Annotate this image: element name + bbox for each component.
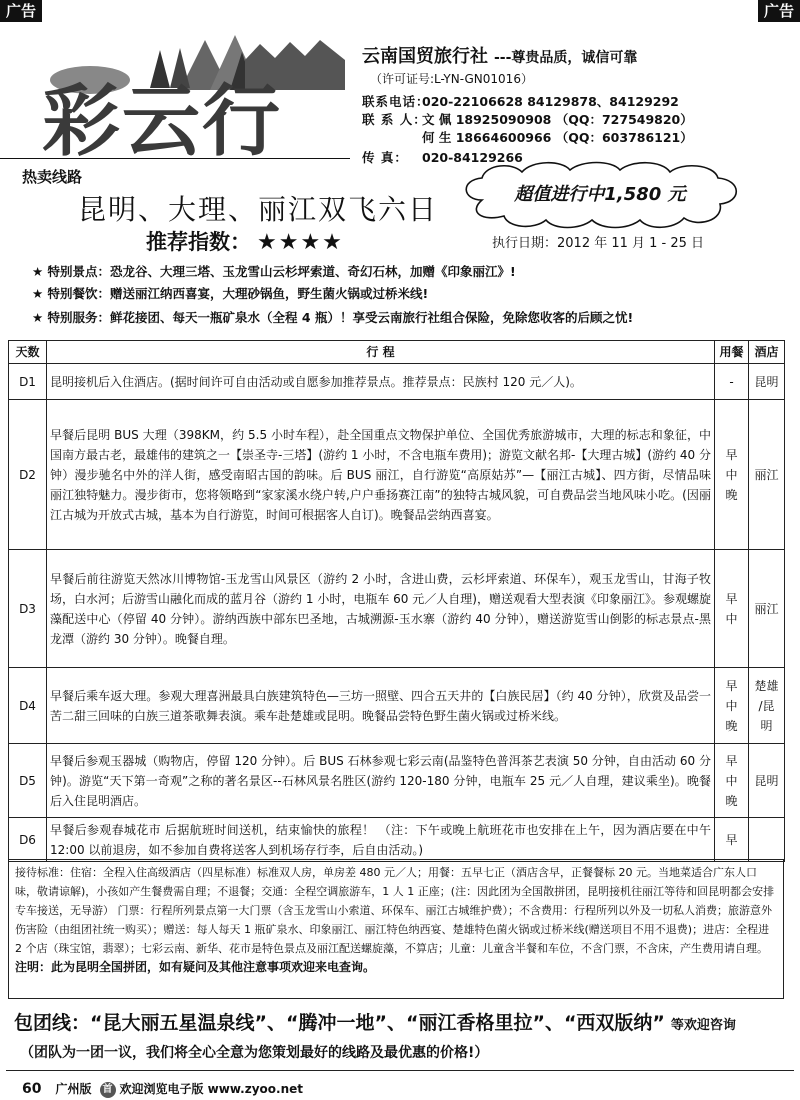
group-tour-routes: “昆大丽五星温泉线”、“腾冲一地”、“丽江香格里拉”、“西双版纳” [90,1012,665,1034]
company-name-row [362,42,637,68]
notes-remark: 注明：此为昆明全国拼团，如有疑问及其他注意事项欢迎来电查询。 [15,960,376,974]
feature-dining: ★ 特别餐饮：赠送丽江纳西喜宴，大理砂锅鱼，野生菌火锅或过桥米线! [32,286,429,301]
row-desc: 昆明接机后入住酒店。(据时间许可自由活动或自愿参加推荐景点。推荐景点：民族村 120 元／人)。 [47,364,715,400]
row-meal: - [715,364,749,400]
row-meal: 早 中 晚 [715,744,749,818]
company-logo [30,30,350,160]
row-desc: 早餐后昆明 BUS 大理（398KM，约 5.5 小时车程），赴全国重点文物保护单位、全国优秀旅游城市，大理的标志和象征，中国南方最古老，最雄伟的建筑之一【崇圣寺-三塔】(游约 1 小时，不含电瓶车费用)；游览文献名邦-【大理古城】(游约 40 分钟）漫步驰名中外的洋人街，感受南昭古国的韵味。后 BUS 丽江，自行游览“高原姑苏”—【丽江古城】、四方街，尽情品味丽江独特魅力。漫步街市，您将领略到“家家溪水绕户转,户户垂扬赛江南”的独特古城风貌，可自费品尝当地风味小吃。(因丽江古城为开放式古城，基本为自行游览，时间可根据客人自订)。晚餐品尝纳西喜宴。 [47,400,715,550]
ad-tag-left: 广告 [0,0,42,22]
row-meal: 早 中 [715,550,749,668]
license-number: （许可证号:L-YN-GN01016） [370,72,533,86]
group-tour-line [14,1008,736,1035]
table-row [9,400,785,550]
recommend-index [146,226,344,256]
logo-text: 彩云行 [42,77,283,160]
person-label: 联 系 人： [362,112,427,127]
fax-value: 020-84129266 [422,150,523,165]
row-desc: 早餐后参观玉器城（购物店，停留 120 分钟）。后 BUS 石林参观七彩云南(品鉴特色普洱茶艺表演 50 分钟，自由活动 60 分钟)。游览“天下第一奇观”之称的著名景区--石林风景名胜区(游约 120-180 分钟，电瓶车 25 元／人自理，建议乘坐)。晚餐后入住昆明酒店。 [47,744,715,818]
itinerary-table [8,340,785,862]
reception-standards-box [8,859,784,999]
phone-label: 联系电话： [362,94,430,109]
row-hotel: 楚雄 /昆 明 [749,668,785,744]
row-day: D5 [9,744,47,818]
table-row [9,364,785,400]
row-meal: 早 [715,818,749,862]
table-row [9,818,785,862]
ad-tag-right: 广告 [758,0,800,22]
row-meal: 早 中 晚 [715,400,749,550]
feature-scenic: ★ 特别景点：恐龙谷、大理三塔、玉龙雪山云杉坪索道、奇幻石林，加赠《印象丽江》! [32,264,516,279]
row-hotel [749,818,785,862]
feature-service: ★ 特别服务：鲜花接团、每天一瓶矿泉水（全程 4 瓶）！享受云南旅行社组合保险，免除您收客的后顾之忧! [32,310,634,325]
star-rating-icon: ★★★★ [257,230,344,255]
price-banner: 超值进行中1,580 元 [514,184,686,205]
page-number: 60 [22,1081,42,1097]
header-meal: 用餐 [715,341,749,364]
row-day: D4 [9,668,47,744]
reception-standards-text: 接待标准：住宿：全程入住高级酒店（四星标准）标准双人房，单房差 480 元／人；用餐：五早七正（酒店含早，正餐餐标 20 元。当地菜适合广东人口味，敬请谅解)，小孩如产生餐费需自理；不退餐；交通：全程空调旅游车，1 人 1 正座；(注：因此团为全国散拼团，昆明接机往丽江等待和回昆明都会安排专车接送，无导游） 门票：行程所列景点第一大门票（含玉龙雪山小索道、环保车、丽江古城维护费）；不含费用：行程所列以外及一切私人消费；旅游意外伤害险（由组团社统一购买）；赠送：每人每天 1 瓶矿泉水、印象丽江、丽江特色纳西宴、楚雄特色菌火锅或过桥米线(赠送项目不用不退费)；进店：全程进 2 个店（珠宝馆，翡翠）；七彩云南、新华、花市是特色景点及丽江配送螺旋藻，不算店；儿童：儿童含半餐和车位，不含门票，不含床，产生费用请自理。 [15,866,775,955]
execution-date: 执行日期：2012 年 11 月 1 - 25 日 [492,236,705,251]
row-meal: 早 中 晚 [715,668,749,744]
header-hotel: 酒店 [749,341,785,364]
header-itinerary: 行 程 [47,341,715,364]
row-hotel: 昆明 [749,364,785,400]
header-divider [0,158,350,159]
group-tour-prefix: 包团线： [14,1012,91,1034]
header-day: 天数 [9,341,47,364]
table-row [9,550,785,668]
table-row [9,744,785,818]
website-text[interactable]: 欢迎浏览电子版 www.zyoo.net [119,1082,303,1096]
route-title: 昆明、大理、丽江双飞六日 [78,193,439,226]
table-header-row [9,341,785,364]
row-day: D3 [9,550,47,668]
contact-phone [362,92,679,110]
group-tour-note: （团队为一团一议，我们将全心全意为您策划最好的线路及最优惠的价格!） [20,1045,489,1061]
contact-person-1 [362,110,693,128]
footer-divider [6,1070,794,1071]
magazine-badge-icon: 首 [100,1082,116,1098]
row-desc: 早餐后前往游览天然冰川博物馆-玉龙雪山风景区（游约 2 小时，含进山费，云杉坪索道、环保车），观玉龙雪山，甘海子牧场，白水河；后游雪山融化而成的蓝月谷（游约 1 小时，电瓶车 60 元／人自理)，赠送观看大型表演《印象丽江》。参观螺旋藻配送中心（停留 40 分钟）。游纳西族中部东巴圣地，古城溯源-玉水寨（游约 40 分钟），赠送游览雪山倒影的标志景点-黑龙潭（游约 30 分钟）。晚餐自理。 [47,550,715,668]
edition-label: 广州版 [55,1082,92,1096]
group-tour-suffix: 等欢迎咨询 [670,1018,736,1033]
phone-value: 020-22106628 84129878、84129292 [422,94,679,109]
fax-label: 传 真： [362,150,408,165]
row-hotel: 丽江 [749,400,785,550]
row-day: D1 [9,364,47,400]
table-row [9,668,785,744]
row-hotel: 昆明 [749,744,785,818]
company-name: 云南国贸旅行社 [362,46,488,67]
recommend-label: 推荐指数： [146,230,251,254]
row-day: D2 [9,400,47,550]
row-desc: 早餐后参观春城花市 后据航班时间送机，结束愉快的旅程！ （注：下午或晚上航班花市也安排在上午，因为酒店要在中午 12:00 以前退房，如不参加自费将送客人到机场存行李，后自由活动。) [47,818,715,862]
page-footer [22,1080,303,1098]
row-day: D6 [9,818,47,862]
contact-person-2: 何 生 18664600966 （QQ：603786121） [422,130,693,145]
company-slogan: ---尊贵品质，诚信可靠 [494,50,638,66]
person-1-value: 文 佩 18925090908 （QQ：727549820） [422,112,693,127]
row-desc: 早餐后乘车返大理。参观大理喜洲最具白族建筑特色—三坊一照壁、四合五天井的【白族民居】（约 40 分钟），欣赏及品尝一苦二甜三回味的白族三道茶歌舞表演。乘车赴楚雄或昆明。晚餐品尝特色野生菌火锅或过桥米线。 [47,668,715,744]
row-hotel: 丽江 [749,550,785,668]
hot-route-label: 热卖线路 [22,168,83,186]
